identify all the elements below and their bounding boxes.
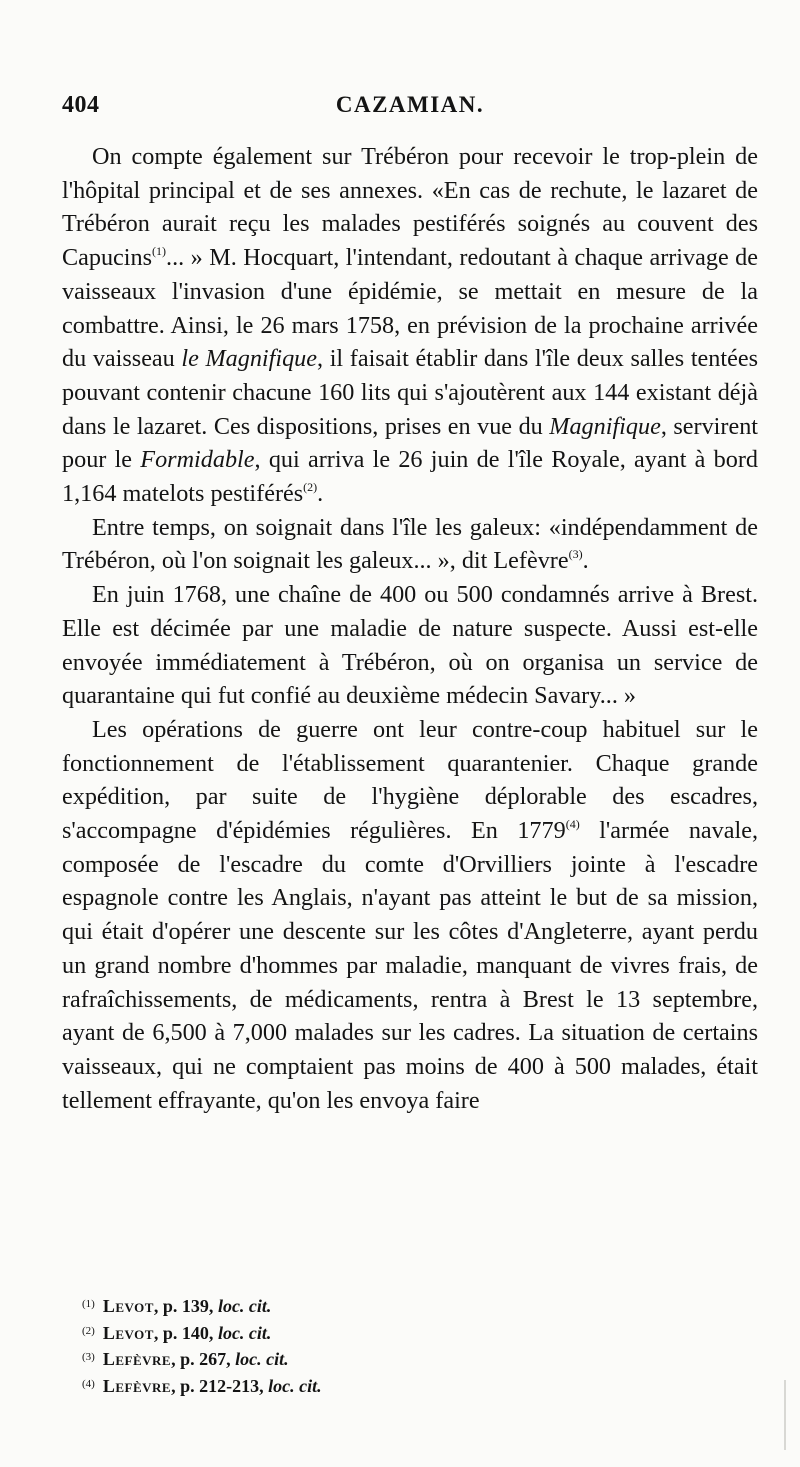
footnote-reference: (2) — [303, 480, 318, 495]
page-number: 404 — [62, 92, 100, 118]
text-run: ... » M. Hocquart, l'intendant, redoutant à chaque arrivage de vaisseaux l'invasion d'une épidémie, se mettait en mesure de la combattre. Ainsi, le 26 mars 1758, en prévision de la prochaine arrivée du vaisseau — [62, 244, 758, 373]
text-run: En juin 1768, une chaîne de 400 ou 500 condamnés arrive à Brest. Elle est décimée par une maladie de nature suspecte. Aussi est-elle envoyée immédiatement à Trébéron, où on organisa un service de quarantaine qui fut confié au deuxième médecin Savary... » — [62, 581, 758, 710]
text-run: Les opérations de guerre ont leur contre-coup habituel sur le fonctionnement de l'établissement quarantenier. Chaque grande expédition, par suite de l'hygiène déplorable des escadres, s'accompagne d'épidémies régulières. En 1779 — [62, 715, 758, 845]
footnote-loc: loc. cit. — [268, 1375, 322, 1396]
footnote-loc: loc. cit. — [217, 1322, 272, 1343]
footnote-author: Levot — [102, 1322, 154, 1343]
footnote-loc: loc. cit. — [235, 1349, 289, 1369]
paragraph — [62, 578, 758, 713]
ship-name: le Magnifique — [181, 345, 318, 373]
footnote — [82, 1319, 742, 1346]
paragraph — [62, 140, 758, 511]
text-run: . — [317, 480, 324, 508]
paragraph — [62, 511, 758, 578]
paragraph — [62, 713, 758, 1117]
footnote-mark: (4) — [82, 1377, 95, 1390]
footnote-author: Lefèvre — [102, 1375, 172, 1396]
text-run: . — [582, 547, 589, 575]
body-text — [62, 140, 758, 1117]
text-run: On compte également sur Trébéron pour recevoir le trop-plein de l'hôpital principal et de ses annexes. «En cas de rechute, le lazaret de Trébéron aurait reçu les malades pestiférés soignés au couvent des Capucins — [62, 143, 758, 272]
text-run: , servirent pour le — [62, 412, 759, 474]
ship-name: Magnifique — [549, 412, 661, 440]
footnotes — [82, 1292, 742, 1398]
footnote — [82, 1345, 742, 1372]
footnote-page: , p. 140, — [153, 1322, 218, 1343]
running-head: CAZAMIAN. — [335, 92, 485, 117]
footnote-reference: (1) — [152, 244, 167, 259]
footnote-page: , p. 267, — [171, 1349, 236, 1369]
footnote-page: , p. 212-213, — [171, 1375, 269, 1396]
footnote-page: , p. 139, — [153, 1296, 218, 1316]
page-header — [60, 92, 760, 128]
footnote-mark: (3) — [82, 1351, 95, 1363]
footnote-mark: (2) — [82, 1324, 95, 1337]
page-edge-mark — [784, 1380, 786, 1450]
footnote-author: Levot — [102, 1296, 154, 1316]
footnote — [82, 1372, 742, 1399]
text-run: , il faisait établir dans l'île deux salles tentées pouvant contenir chacune 160 lits qui s'ajoutèrent aux 144 existant déjà dans le lazaret. Ces dispositions, prises en vue du — [62, 345, 758, 440]
ship-name: Formidable — [140, 446, 255, 474]
footnote-reference: (3) — [568, 547, 583, 562]
text-run: , qui arriva le 26 juin de l'île Royale, ayant à bord 1,164 matelots pestiférés — [62, 446, 758, 508]
text-run: Entre temps, on soignait dans l'île les galeux: «indépendamment de Trébéron, où l'on soignait les galeux... », dit Lefèvre — [62, 513, 758, 575]
footnote-author: Lefèvre — [102, 1349, 172, 1369]
text-run: l'armée navale, composée de l'escadre du comte d'Orvilliers jointe à l'escadre espagnole contre les Anglais, n'ayant pas atteint le but de sa mission, qui était d'opérer une descente sur les côtes d'Angleterre, ayant perdu un grand nombre d'hommes par maladie, manquant de vivres frais, de rafraîchissements, de médicaments, rentra à Brest le 13 septembre, ayant de 6,500 à 7,000 malades sur les cadres. La situation de certains vaisseaux, qui ne comptaient pas moins de 400 à 500 malades, était tellement effrayante, qu'on les envoya faire — [62, 817, 758, 1114]
footnote-mark: (1) — [82, 1298, 95, 1310]
footnote-reference: (4) — [565, 817, 580, 832]
footnote-loc: loc. cit. — [217, 1296, 272, 1316]
footnote — [82, 1292, 742, 1319]
